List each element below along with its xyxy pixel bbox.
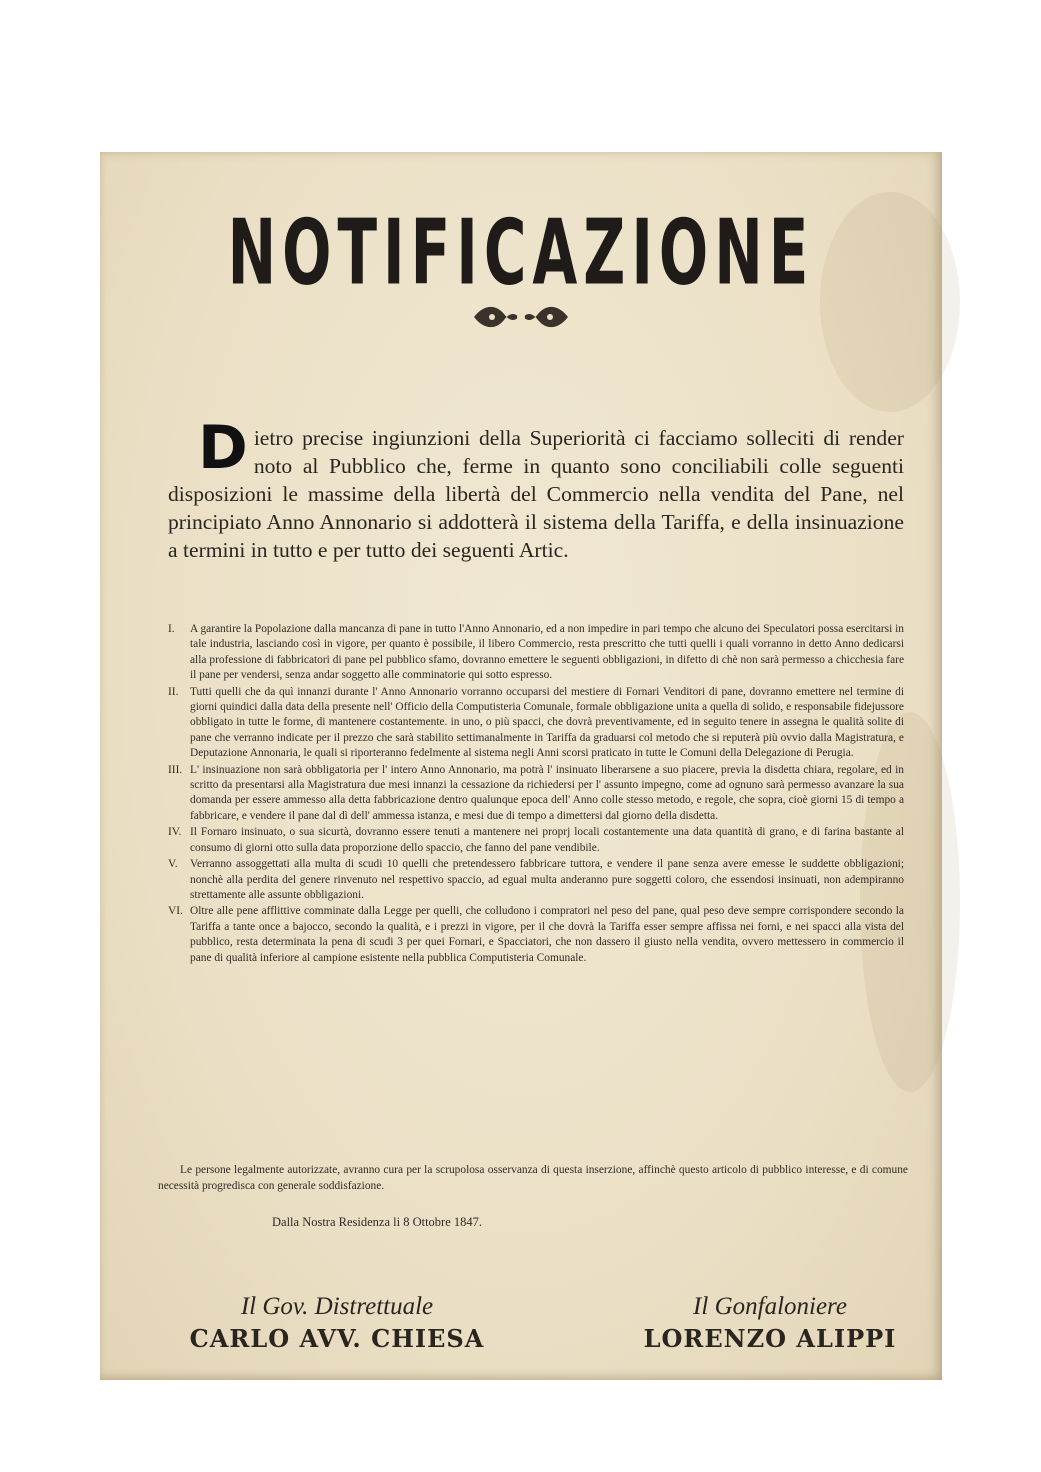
articles-list [168, 622, 904, 967]
article-number: VI. [168, 905, 183, 918]
article-item [168, 685, 904, 762]
article-item [168, 763, 904, 825]
article-text: Oltre alle pene afflittive comminate dalla Legge per quelli, che colludono i compratori nel peso del pane, qual peso deve sempre corrispondere secondo la Tariffa a tante once a bajocco, secondo la qualità, e i prezzi in vigore, per il che dovrà la Tariffa esser sempre affissa nei forni, e nei spacci alla vista del pubblico, resta determinata la pena di scudi 3 per quei Fornari, e Spacciatori, che non dassero il giusto nella vendita, ovvero mettessero in commercio il pane di qualità inferiore al campione esistente nella pubblica Computisteria Comunale. [190, 905, 904, 964]
signature-right [620, 1292, 920, 1356]
article-number: III. [168, 763, 183, 776]
article-number: V. [168, 858, 178, 871]
intro-dropcap: D [198, 413, 248, 483]
notice-title: NOTIFICAZIONE [227, 200, 815, 306]
article-number: II. [168, 685, 179, 698]
poster-sheet [100, 152, 942, 1380]
article-item [168, 825, 904, 856]
article-number: I. [168, 623, 175, 635]
closing-paragraph: Le persone legalmente autorizzate, avranno cura per la scrupolosa osservanza di questa inserzione, affinchè questo articolo di pubblico interesse, e di comune necessità progredisca con generale soddisfazione. [158, 1164, 908, 1192]
ornamental-flourish-icon [470, 300, 572, 334]
article-item [168, 622, 904, 684]
article-text: Tutti quelli che da quì innanzi durante l' Anno Annonario vorranno occuparsi del mestiere di Fornari Venditori di pane, dovranno emettere nel termine di giorni quindici dalla data della presente nell' Officio della Computisteria Comunale, formale obbligazione unita a quella di solido, e responsabile fidejussore obbligato in tutte le forme, di mantenere costantemente. in uno, o più spacci, che dovrà preventivamente, ed in seguito tenere in assegna le qualità solite di pane che verranno indicate per il prezzo che sarà stabilito settimanalmente in Tariffa da graduarsi col metodo che si reputerà più ovvio dalla Magistratura, e Deputazione Annonaria, le quali si riporteranno fedelmente al sistema negli Anni scorsi praticato in tutte le Comuni della Delegazione di Perugia. [190, 685, 904, 760]
article-text: A garantire la Popolazione dalla mancanza di pane in tutto l'Anno Annonario, ed a non impedire in pari tempo che alcuno dei Speculatori possa esercitarsi in tale industria, lasciando così in vigore, per quanto è possibile, il libero Commercio, resta prescritto che tutti quelli i quali vorranno in detto Anno dedicarsi alla professione di fabbricatori di pane pel pubblico sfamo, dovranno emettere le seguenti obbligazioni, in difetto di chè non sarà permesso a chicchesia fare il pane per vendersi, senza andar soggetto alle comminatorie qui sotto espresso. [190, 623, 904, 682]
intro-text: ietro precise ingiunzioni della Superiorità ci facciamo solleciti di render noto al Pubblico che, ferme in quanto sono conciliabili colle seguenti disposizioni le massime della libertà del Commercio nella vendita del Pane, nel principiato Anno Annonario si addotterà il sistema della Tariffa, e della insinuazione a termini in tutto e per tutto dei seguenti Artic. [168, 426, 904, 562]
article-item [168, 857, 904, 903]
article-text: L' insinuazione non sarà obbligatoria per l' intero Anno Annonario, ma potrà l' insinuato liberarsene a suo piacere, previa la disdetta chiara, regolare, ed in scritto da presentarsi alla Magistratura due mesi innanzi la cessazione da richiedersi per l' assunto impegno, come ad ognuno sarà permesso avanzare la sua domanda per essere ammesso alla detta fabbricazione dentro qualunque epoca dell' Anno colle stesso metodo, e regole, che sopra, cioè giorni 15 di tempo a fabbricare, e vendere il pane dal dì dell' ammessa istanza, e mesi due di tempo a dimettersi dal giorno della disdetta. [190, 763, 904, 822]
article-item [168, 904, 904, 966]
signature-left-role: Il Gov. Distrettuale [240, 1293, 434, 1320]
article-text: Verranno assoggettati alla multa di scudi 10 quelli che pretendessero fabbricare tuttora, e vendere il pane senza avere emesse le suddette obbligazioni; nonchè alla perdita del genere rinvenuto nel respettivo spaccio, ad egual multa anderanno pure soggetti coloro, che essendosi insinuati, non adempiranno strettamente alle assunte obbligazioni. [190, 858, 904, 901]
signature-left-name: CARLO AVV. CHIESA [189, 1324, 485, 1353]
signature-right-name: LORENZO ALIPPI [643, 1324, 897, 1353]
article-text: Il Fornaro insinuato, o sua sicurtà, dovranno essere tenuti a mantenere nei proprj locali costantemente una data quantità di grano, e di farina bastante al consumo di giorni otto sulla data proporzione dello spaccio, che fanno del pane vendibile. [190, 826, 904, 854]
article-number: IV. [168, 826, 182, 839]
signature-left [172, 1292, 502, 1356]
date-line: Dalla Nostra Residenza li 8 Ottobre 1847. [272, 1215, 483, 1229]
intro-paragraph [168, 413, 904, 564]
signature-right-role: Il Gonfaloniere [693, 1293, 847, 1320]
